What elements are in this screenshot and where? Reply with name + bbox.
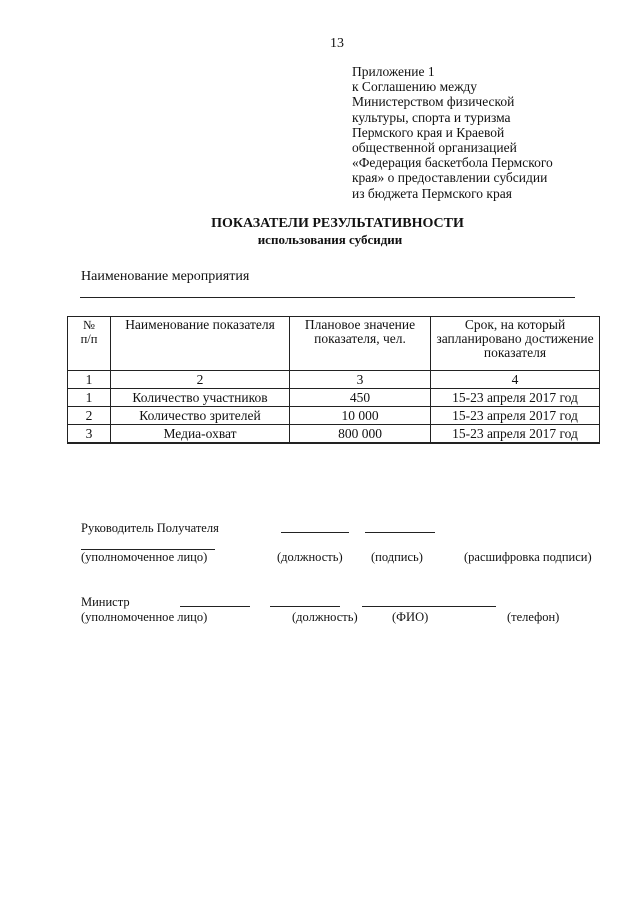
row-number: 1 xyxy=(68,389,111,407)
header-plan: Плановое значение показателя, чел. xyxy=(290,317,431,371)
planned-value: 450 xyxy=(290,389,431,407)
header-name: Наименование показателя xyxy=(111,317,290,371)
annex-line: культуры, спорта и туризма xyxy=(352,109,511,125)
annex-block xyxy=(352,64,553,201)
column-number-row xyxy=(68,371,600,389)
indicator-name: Количество зрителей xyxy=(111,407,290,425)
annex-line: Министерством физической xyxy=(352,94,515,110)
planned-value: 800 000 xyxy=(290,425,431,444)
document-title-block xyxy=(0,216,640,248)
indicator-name: Количество участников xyxy=(111,389,290,407)
header-num-symbol: № xyxy=(83,318,95,332)
deadline: 15-23 апреля 2017 год xyxy=(431,425,600,444)
event-name-label: Наименование мероприятия xyxy=(81,269,250,284)
deadline: 15-23 апреля 2017 год xyxy=(431,407,600,425)
header-num-pp: п/п xyxy=(80,332,98,346)
col-number: 1 xyxy=(68,371,111,389)
recipient-position-line xyxy=(281,532,349,533)
event-name-line xyxy=(80,297,575,298)
document-title: ПОКАЗАТЕЛИ РЕЗУЛЬТАТИВНОСТИ xyxy=(211,216,464,231)
minister-fio-line xyxy=(362,606,496,607)
indicator-name: Медиа-охват xyxy=(111,425,290,444)
table-row xyxy=(68,425,600,444)
col-number: 4 xyxy=(431,371,600,389)
table-header-row xyxy=(68,317,600,371)
annex-line: к Соглашению между xyxy=(352,79,478,95)
deadline: 15-23 апреля 2017 год xyxy=(431,389,600,407)
recipient-decoding-caption: (расшифровка подписи) xyxy=(464,550,592,564)
row-number: 2 xyxy=(68,407,111,425)
minister-label: Министр xyxy=(81,595,130,609)
annex-line: общественной организацией xyxy=(352,140,517,156)
annex-line: края» о предоставлении субсидии xyxy=(352,170,548,186)
annex-line: «Федерация баскетбола Пермского xyxy=(352,155,553,171)
table-row xyxy=(68,407,600,425)
col-number: 2 xyxy=(111,371,290,389)
recipient-signature-caption: (подпись) xyxy=(371,550,423,564)
recipient-label: Руководитель Получателя xyxy=(81,521,219,535)
header-num xyxy=(68,317,111,371)
minister-position-caption: (должность) xyxy=(292,610,358,624)
minister-authorized-caption: (уполномоченное лицо) xyxy=(81,610,208,624)
document-subtitle: использования субсидии xyxy=(257,232,403,247)
minister-authorized-line xyxy=(180,606,250,607)
page-number: 13 xyxy=(330,36,344,51)
annex-line: Приложение 1 xyxy=(352,64,435,79)
minister-phone-caption: (телефон) xyxy=(507,610,560,624)
row-number: 3 xyxy=(68,425,111,444)
minister-position-line xyxy=(270,606,340,607)
recipient-signature-line xyxy=(365,532,435,533)
table-row xyxy=(68,389,600,407)
annex-line: Пермского края и Краевой xyxy=(352,124,505,140)
planned-value: 10 000 xyxy=(290,407,431,425)
header-deadline: Срок, на который запланировано достижение показателя xyxy=(431,317,600,371)
recipient-authorized-caption: (уполномоченное лицо) xyxy=(81,550,208,564)
indicators-table xyxy=(67,316,600,444)
annex-line: из бюджета Пермского края xyxy=(352,185,512,201)
recipient-position-caption: (должность) xyxy=(277,550,343,564)
col-number: 3 xyxy=(290,371,431,389)
minister-fio-caption: (ФИО) xyxy=(392,610,429,624)
